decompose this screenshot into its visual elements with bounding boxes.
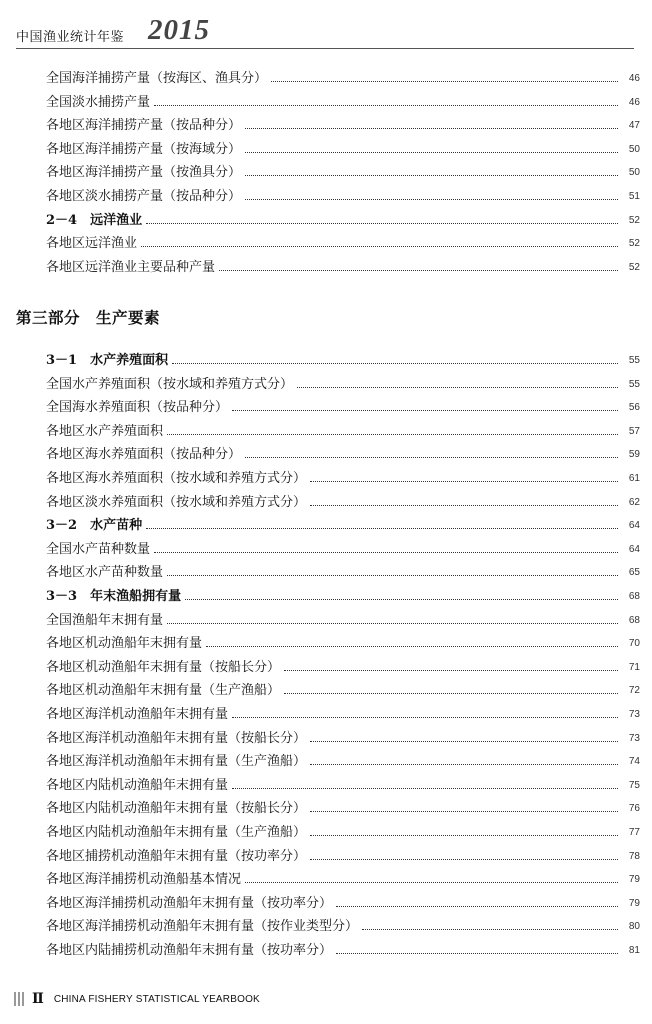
dot-leader (310, 505, 618, 506)
toc-section-heading: 3－2 水产苗种 (46, 518, 143, 534)
toc-page-number: 65 (628, 567, 640, 579)
toc-entry (46, 700, 640, 722)
toc-entry (46, 393, 640, 415)
running-header (16, 14, 634, 50)
toc-page-number: 79 (628, 897, 640, 909)
toc-entry (46, 346, 640, 368)
dot-leader (167, 575, 618, 576)
toc-entry (46, 865, 640, 887)
dot-leader (284, 693, 618, 694)
toc-entry-label: 各地区内陆机动渔船年末拥有量（按船长分） (46, 801, 307, 817)
toc-entry (46, 135, 640, 157)
toc-page-number: 51 (628, 191, 640, 202)
toc-entry-label: 各地区海水养殖面积（按品种分） (46, 447, 242, 463)
footer-title: CHINA FISHERY STATISTICAL YEARBOOK (53, 993, 260, 1005)
dot-leader (362, 929, 618, 930)
dot-leader (146, 528, 618, 529)
toc-entry (46, 653, 640, 675)
dot-leader (146, 223, 618, 224)
toc-entry (46, 417, 640, 439)
toc-page-number: 75 (628, 779, 640, 791)
toc-entry (46, 842, 640, 864)
toc-entry-label: 各地区海洋机动渔船年末拥有量 (46, 707, 229, 722)
toc-entry-label: 全国淡水捕捞产量 (46, 94, 151, 110)
toc-page-number: 55 (628, 355, 640, 366)
toc-page-number: 61 (628, 473, 640, 484)
toc-entry (46, 88, 640, 110)
toc-page-number: 47 (628, 120, 640, 132)
toc-entry (46, 629, 640, 651)
toc-page-number: 77 (628, 827, 640, 838)
toc-page-number: 76 (628, 803, 640, 815)
toc-page-number: 68 (628, 614, 640, 626)
toc-entry-label: 各地区远洋渔业主要品种产量 (46, 259, 216, 275)
toc-entry-label: 各地区海洋捕捞产量（按渔具分） (46, 165, 242, 181)
toc-entry-label: 各地区淡水养殖面积（按水域和养殖方式分） (46, 494, 307, 510)
dot-leader (336, 953, 618, 954)
header-title: 中国渔业统计年鉴 (16, 30, 125, 45)
toc-entry-label: 全国海水养殖面积（按品种分） (46, 400, 229, 416)
toc-entry-label: 各地区水产养殖面积 (46, 423, 164, 439)
header-divider (16, 48, 634, 49)
dot-leader (206, 646, 618, 647)
toc-entry-label: 全国海洋捕捞产量（按海区、渔具分） (46, 71, 268, 86)
toc-page-number: 46 (628, 73, 640, 84)
toc-page-number: 55 (628, 378, 640, 390)
dot-leader (310, 859, 618, 860)
toc-page-number: 50 (628, 167, 640, 179)
page-footer (14, 990, 260, 1008)
toc-entry-label: 全国水产苗种数量 (46, 541, 151, 557)
toc-page-number: 74 (628, 756, 640, 768)
toc-page-number: 52 (628, 261, 640, 273)
dot-leader (219, 270, 618, 271)
toc-entry (46, 158, 640, 180)
toc-entry (46, 912, 640, 934)
toc-entry-label: 各地区淡水捕捞产量（按品种分） (46, 189, 242, 204)
toc-page-number: 46 (628, 96, 640, 108)
toc-entry-label: 各地区海洋捕捞产量（按品种分） (46, 118, 242, 134)
toc-entry-label: 各地区水产苗种数量 (46, 565, 164, 581)
toc-entry-label: 各地区机动渔船年末拥有量 (46, 636, 203, 652)
toc-section-heading: 2－4 远洋渔业 (46, 212, 143, 228)
part-title: 第三部分 生产要素 (16, 308, 161, 327)
dot-leader (154, 552, 618, 553)
toc-entry (46, 889, 640, 911)
dot-leader (172, 363, 618, 364)
dot-leader (232, 410, 618, 411)
dot-leader (141, 246, 618, 247)
toc-page-number: 73 (628, 709, 640, 720)
toc-entry-label: 全国水产养殖面积（按水域和养殖方式分） (46, 376, 294, 392)
toc-entry-label: 各地区机动渔船年末拥有量（按船长分） (46, 659, 281, 675)
dot-leader (167, 623, 618, 624)
footer-page-number: Ⅱ (32, 991, 44, 1007)
toc-entry-label: 各地区内陆机动渔船年末拥有量 (46, 777, 229, 793)
dot-leader (154, 105, 618, 106)
toc-entry-label: 各地区海水养殖面积（按水域和养殖方式分） (46, 471, 307, 486)
dot-leader (232, 788, 618, 789)
toc-section-heading: 3－1 水产养殖面积 (46, 353, 169, 368)
toc-page-number: 56 (628, 402, 640, 414)
dot-leader (297, 387, 618, 388)
toc-entry (46, 818, 640, 840)
toc-entry (46, 936, 640, 958)
toc-entry (46, 182, 640, 204)
toc-entry-label: 各地区海洋捕捞机动渔船年末拥有量（按作业类型分） (46, 919, 359, 935)
toc-entry (46, 535, 640, 557)
toc-entry (46, 370, 640, 392)
dot-leader (310, 811, 618, 812)
toc-page-number: 57 (628, 425, 640, 437)
dot-leader (310, 741, 618, 742)
toc-entry-label: 各地区内陆捕捞机动渔船年末拥有量（按功率分） (46, 943, 333, 958)
toc-page-number: 73 (628, 732, 640, 744)
toc-entry (46, 488, 640, 510)
dot-leader (245, 882, 618, 883)
toc-page-number: 80 (628, 921, 640, 933)
toc-page-number: 62 (628, 496, 640, 508)
toc-entry (46, 676, 640, 698)
dot-leader (310, 764, 618, 765)
toc-entry-label: 各地区远洋渔业 (46, 236, 138, 252)
toc-entry (46, 558, 640, 580)
toc-entry-label: 各地区内陆机动渔船年末拥有量（生产渔船） (46, 825, 307, 840)
toc-page-number: 50 (628, 143, 640, 155)
dot-leader (310, 835, 618, 836)
toc-entry-label: 各地区机动渔船年末拥有量（生产渔船） (46, 683, 281, 699)
dot-leader (336, 906, 618, 907)
toc-entry (46, 464, 640, 486)
dot-leader (245, 199, 618, 200)
toc-section-heading: 3－3 年末渔船拥有量 (46, 589, 182, 604)
header-year: 2015 (148, 14, 210, 46)
toc-entry (46, 747, 640, 769)
footer-bars-icon (14, 992, 24, 1006)
dot-leader (245, 175, 618, 176)
toc-entry (46, 724, 640, 746)
toc-entry (46, 794, 640, 816)
dot-leader (167, 434, 618, 435)
dot-leader (245, 152, 618, 153)
dot-leader (185, 599, 618, 600)
toc-page-number: 72 (628, 685, 640, 697)
toc-page-number: 78 (628, 850, 640, 862)
dot-leader (271, 81, 618, 82)
toc-entry (46, 606, 640, 628)
toc-page-number: 70 (628, 638, 640, 650)
toc-entry (46, 440, 640, 462)
toc-entry-label: 各地区海洋机动渔船年末拥有量（生产渔船） (46, 754, 307, 770)
toc-page-number: 79 (628, 874, 640, 886)
toc-entry (46, 64, 640, 86)
toc-page-number: 64 (628, 520, 640, 532)
dot-leader (245, 457, 618, 458)
toc-entry (46, 771, 640, 793)
dot-leader (245, 128, 618, 129)
toc-entry (46, 582, 640, 604)
toc-entry (46, 511, 640, 533)
toc-page-number: 64 (628, 543, 640, 555)
dot-leader (284, 670, 618, 671)
dot-leader (310, 481, 618, 482)
toc-page-number: 71 (628, 661, 640, 673)
toc-page-number: 52 (628, 238, 640, 250)
toc-page-number: 52 (628, 214, 640, 226)
toc-entry-label: 各地区海洋捕捞产量（按海域分） (46, 141, 242, 157)
toc-page-number: 81 (628, 945, 640, 956)
toc-entry (46, 229, 640, 251)
toc-entry (46, 206, 640, 228)
toc-entry-label: 各地区海洋捕捞机动渔船年末拥有量（按功率分） (46, 895, 333, 911)
toc-entry (46, 111, 640, 133)
dot-leader (232, 717, 618, 718)
toc-page-number: 68 (628, 591, 640, 602)
toc-entry-label: 各地区海洋捕捞机动渔船基本情况 (46, 872, 242, 888)
toc-page-number: 59 (628, 449, 640, 461)
toc-entry-label: 各地区海洋机动渔船年末拥有量（按船长分） (46, 730, 307, 746)
toc-entry-label: 全国渔船年末拥有量 (46, 612, 164, 628)
toc-entry (46, 253, 640, 275)
toc-entry-label: 各地区捕捞机动渔船年末拥有量（按功率分） (46, 848, 307, 864)
